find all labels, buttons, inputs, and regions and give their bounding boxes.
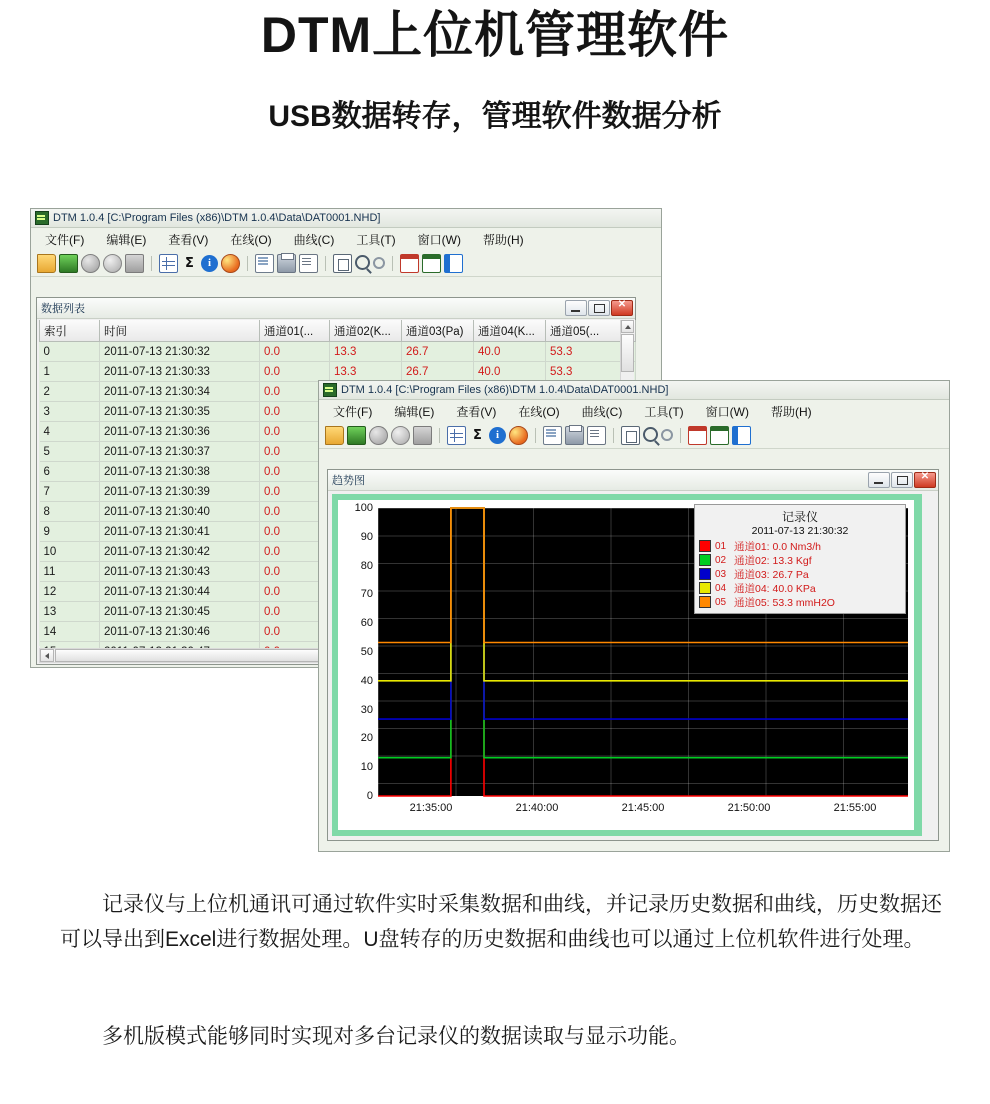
- table-cell: 1: [40, 362, 100, 382]
- legend-index: 02: [715, 554, 727, 566]
- table-cell: 2011-07-13 21:30:33: [100, 362, 260, 382]
- legend-item: [699, 553, 901, 567]
- legend-color-swatch: [699, 568, 711, 580]
- table-cell: 0.0: [260, 382, 330, 402]
- legend-index: 04: [715, 582, 727, 594]
- table-cell: 4: [40, 422, 100, 442]
- export-excel-icon[interactable]: [347, 426, 366, 445]
- y-axis-tick-label: 40: [360, 674, 373, 687]
- chart-plot-outer: [338, 500, 914, 830]
- y-axis-tick-label: 10: [360, 761, 373, 774]
- data-table-icon[interactable]: [447, 426, 466, 445]
- zoom-out-icon[interactable]: [661, 429, 673, 441]
- legend-color-swatch: [699, 582, 711, 594]
- table-cell: 0.0: [260, 502, 330, 522]
- table-cell: 0.0: [260, 402, 330, 422]
- child-title-text: 数据列表: [41, 303, 85, 315]
- mdi-child-trend[interactable]: [327, 469, 939, 841]
- legend-title: 记录仪: [781, 510, 818, 524]
- legend-item: [699, 539, 901, 553]
- close-button[interactable]: [914, 472, 936, 488]
- copy-icon[interactable]: [333, 254, 352, 273]
- trend-icon[interactable]: [509, 426, 528, 445]
- page-setup-icon[interactable]: [255, 254, 274, 273]
- menu-window[interactable]: 窗口(W): [417, 232, 461, 247]
- open-folder-icon[interactable]: [37, 254, 56, 273]
- scroll-left-icon[interactable]: [40, 649, 54, 662]
- tile-vertical-icon[interactable]: [444, 254, 463, 273]
- zoom-in-icon[interactable]: [355, 255, 370, 270]
- table-cell: 14: [40, 622, 100, 642]
- toolbar-separator: [325, 256, 326, 271]
- table-cell: 13.3: [330, 362, 402, 382]
- table-cell: 2011-07-13 21:30:36: [100, 422, 260, 442]
- table-cell: 53.3: [546, 342, 636, 362]
- legend-label: 通道05: 53.3 mmH2O: [734, 596, 835, 609]
- statistics-icon[interactable]: Σ: [473, 427, 482, 443]
- page-subtitle: USB数据转存，管理软件数据分析: [268, 100, 722, 133]
- y-axis-tick-label: 20: [360, 732, 373, 745]
- table-cell: 13.3: [330, 342, 402, 362]
- table-cell: 11: [40, 562, 100, 582]
- table-cell: 0.0: [260, 602, 330, 622]
- table-cell: 2011-07-13 21:30:39: [100, 482, 260, 502]
- window-title-text: DTM 1.0.4 [C:\Program Files (x86)\DTM 1.0.4\Data\DAT0001.NHD]: [53, 212, 381, 224]
- menu-tools[interactable]: 工具(T): [644, 404, 684, 419]
- menubar-trend[interactable]: [319, 400, 949, 422]
- legend-item: [699, 567, 901, 581]
- legend-index: 03: [715, 568, 727, 580]
- table-cell: 5: [40, 442, 100, 462]
- titlebar-trend[interactable]: [319, 381, 949, 400]
- info-icon[interactable]: i: [489, 427, 506, 444]
- y-axis-tick-label: 100: [354, 502, 373, 514]
- zoom-out-icon[interactable]: [373, 257, 385, 269]
- legend-index: 05: [715, 596, 727, 608]
- col-ch02[interactable]: 通道02(K...: [330, 320, 402, 342]
- close-button[interactable]: [611, 300, 633, 316]
- menu-online[interactable]: 在线(O): [230, 232, 272, 247]
- record-start-icon[interactable]: [103, 254, 122, 273]
- page-setup-icon[interactable]: [543, 426, 562, 445]
- x-axis-tick-label: 21:45:00: [621, 802, 665, 814]
- toolbar-separator: [535, 428, 536, 443]
- menu-help[interactable]: 帮助(H): [770, 404, 812, 419]
- legend-label: 通道04: 40.0 KPa: [734, 582, 816, 595]
- y-axis-tick-label: 90: [360, 530, 373, 543]
- table-cell: 0.0: [260, 342, 330, 362]
- child-titlebar-data[interactable]: [37, 298, 635, 319]
- table-cell: 0.0: [260, 422, 330, 442]
- y-axis-tick-label: 70: [360, 588, 373, 601]
- toolbar-separator: [392, 256, 393, 271]
- table-cell: 0.0: [260, 482, 330, 502]
- table-row[interactable]: [40, 342, 636, 362]
- table-cell: 12: [40, 582, 100, 602]
- x-axis-tick-label: 21:40:00: [515, 802, 559, 814]
- table-cell: 2011-07-13 21:30:35: [100, 402, 260, 422]
- table-cell: 2011-07-13 21:30:40: [100, 502, 260, 522]
- table-cell: 26.7: [402, 362, 474, 382]
- menu-help[interactable]: 帮助(H): [482, 232, 524, 247]
- maximize-button[interactable]: [588, 300, 610, 316]
- table-cell: 2011-07-13 21:30:32: [100, 342, 260, 362]
- description-paragraph-1: 记录仪与上位机通讯可通过软件实时采集数据和曲线，并记录历史数据和曲线，历史数据还可以导出到Excel进行数据处理。U盘转存的历史数据和曲线也可以通过上位机软件进行处理。: [60, 893, 942, 951]
- table-cell: 2011-07-13 21:30:37: [100, 442, 260, 462]
- cascade-windows-icon[interactable]: [688, 426, 707, 445]
- menu-online[interactable]: 在线(O): [518, 404, 560, 419]
- y-axis-tick-label: 80: [360, 559, 373, 572]
- table-cell: 26.7: [402, 342, 474, 362]
- menu-curve[interactable]: 曲线(C): [293, 232, 335, 247]
- record-start-icon[interactable]: [391, 426, 410, 445]
- minimize-button[interactable]: [565, 300, 587, 316]
- toolbar-separator: [247, 256, 248, 271]
- table-cell: 0: [40, 342, 100, 362]
- toolbar-separator: [151, 256, 152, 271]
- x-axis-tick-label: 21:35:00: [409, 802, 453, 814]
- scroll-up-icon[interactable]: [621, 320, 634, 333]
- window-title-text: DTM 1.0.4 [C:\Program Files (x86)\DTM 1.0.4\Data\DAT0001.NHD]: [341, 384, 669, 396]
- col-index[interactable]: 索引: [40, 320, 100, 342]
- table-cell: 2011-07-13 21:30:34: [100, 382, 260, 402]
- print-preview-icon[interactable]: [587, 426, 606, 445]
- record-pause-icon[interactable]: [125, 254, 144, 273]
- table-cell: 2011-07-13 21:30:43: [100, 562, 260, 582]
- table-cell: 0.0: [260, 582, 330, 602]
- menu-tools[interactable]: 工具(T): [356, 232, 396, 247]
- child-title-text: 趋势图: [332, 475, 365, 487]
- table-cell: 9: [40, 522, 100, 542]
- window-trend[interactable]: [318, 380, 950, 852]
- table-cell: 40.0: [474, 362, 546, 382]
- open-folder-icon[interactable]: [325, 426, 344, 445]
- table-cell: 40.0: [474, 342, 546, 362]
- minimize-button[interactable]: [868, 472, 890, 488]
- info-icon[interactable]: i: [201, 255, 218, 272]
- table-cell: 0.0: [260, 442, 330, 462]
- copy-icon[interactable]: [621, 426, 640, 445]
- legend-index: 01: [715, 540, 727, 552]
- table-cell: 8: [40, 502, 100, 522]
- tile-horizontal-icon[interactable]: [422, 254, 441, 273]
- page-title: DTM上位机管理软件: [260, 7, 730, 63]
- print-icon[interactable]: [277, 254, 296, 273]
- table-cell: 53.3: [546, 362, 636, 382]
- table-cell: 0.0: [260, 562, 330, 582]
- record-stop-icon[interactable]: [369, 426, 388, 445]
- export-excel-icon[interactable]: [59, 254, 78, 273]
- vscroll-thumb[interactable]: [621, 334, 634, 372]
- hscroll-thumb[interactable]: [55, 649, 355, 662]
- table-cell: 2: [40, 382, 100, 402]
- menu-file[interactable]: 文件(F): [45, 232, 85, 247]
- y-axis-tick-label: 50: [360, 646, 373, 658]
- chart-legend: [694, 504, 906, 614]
- titlebar-data[interactable]: [31, 209, 661, 228]
- table-cell: 7: [40, 482, 100, 502]
- table-cell: 2011-07-13 21:30:42: [100, 542, 260, 562]
- table-cell: 10: [40, 542, 100, 562]
- table-cell: 2011-07-13 21:30:41: [100, 522, 260, 542]
- legend-timestamp: 2011-07-13 21:30:32: [751, 525, 849, 537]
- trend-icon[interactable]: [221, 254, 240, 273]
- table-cell: 0.0: [260, 622, 330, 642]
- x-axis-tick-label: 21:50:00: [727, 802, 771, 814]
- zoom-in-icon[interactable]: [643, 427, 658, 442]
- child-titlebar-trend[interactable]: [328, 470, 938, 491]
- cascade-windows-icon[interactable]: [400, 254, 419, 273]
- table-cell: 2011-07-13 21:30:46: [100, 622, 260, 642]
- chart-container: [332, 494, 922, 836]
- table-cell: 0.0: [260, 362, 330, 382]
- data-table-icon[interactable]: [159, 254, 178, 273]
- legend-label: 通道01: 0.0 Nm3/h: [734, 540, 821, 553]
- table-row[interactable]: [40, 362, 636, 382]
- legend-item: [699, 595, 901, 609]
- toolbar-separator: [680, 428, 681, 443]
- tile-horizontal-icon[interactable]: [710, 426, 729, 445]
- menu-file[interactable]: 文件(F): [333, 404, 373, 419]
- toolbar-separator: [439, 428, 440, 443]
- table-header-row: [40, 320, 636, 342]
- toolbar-data[interactable]: [31, 250, 661, 277]
- legend-label: 通道03: 26.7 Pa: [734, 568, 809, 581]
- y-axis-tick-label: 0: [366, 790, 373, 802]
- menubar-data[interactable]: [31, 228, 661, 250]
- table-cell: 2011-07-13 21:30:44: [100, 582, 260, 602]
- toolbar-trend[interactable]: [319, 422, 949, 449]
- toolbar-separator: [613, 428, 614, 443]
- menu-view[interactable]: 查看(V): [168, 232, 209, 247]
- table-cell: 2011-07-13 21:30:45: [100, 602, 260, 622]
- menu-view[interactable]: 查看(V): [456, 404, 497, 419]
- x-axis-tick-label: 21:55:00: [833, 802, 877, 814]
- record-pause-icon[interactable]: [413, 426, 432, 445]
- table-cell: 6: [40, 462, 100, 482]
- legend-color-swatch: [699, 554, 711, 566]
- table-cell: 0.0: [260, 522, 330, 542]
- col-time[interactable]: 时间: [100, 320, 260, 342]
- col-ch05[interactable]: 通道05(...: [546, 320, 636, 342]
- description-paragraph-2: 多机版模式能够同时实现对多台记录仪的数据读取与显示功能。: [60, 1025, 690, 1048]
- table-cell: 0.0: [260, 542, 330, 562]
- legend-color-swatch: [699, 596, 711, 608]
- table-cell: 13: [40, 602, 100, 622]
- table-cell: 3: [40, 402, 100, 422]
- tile-vertical-icon[interactable]: [732, 426, 751, 445]
- app-icon: [323, 383, 337, 397]
- menu-edit[interactable]: 编辑(E): [394, 404, 435, 419]
- table-cell: 2011-07-13 21:30:38: [100, 462, 260, 482]
- menu-edit[interactable]: 编辑(E): [106, 232, 147, 247]
- menu-curve[interactable]: 曲线(C): [581, 404, 623, 419]
- legend-label: 通道02: 13.3 Kgf: [734, 554, 812, 567]
- col-ch01[interactable]: 通道01(...: [260, 320, 330, 342]
- col-ch04[interactable]: 通道04(K...: [474, 320, 546, 342]
- legend-item: [699, 581, 901, 595]
- app-icon: [35, 211, 49, 225]
- col-ch03[interactable]: 通道03(Pa): [402, 320, 474, 342]
- table-cell: 0.0: [260, 462, 330, 482]
- y-axis-tick-label: 30: [360, 703, 373, 716]
- print-icon[interactable]: [565, 426, 584, 445]
- statistics-icon[interactable]: Σ: [185, 255, 194, 271]
- maximize-button[interactable]: [891, 472, 913, 488]
- menu-window[interactable]: 窗口(W): [705, 404, 749, 419]
- legend-color-swatch: [699, 540, 711, 552]
- record-stop-icon[interactable]: [81, 254, 100, 273]
- y-axis-tick-label: 60: [360, 617, 373, 630]
- print-preview-icon[interactable]: [299, 254, 318, 273]
